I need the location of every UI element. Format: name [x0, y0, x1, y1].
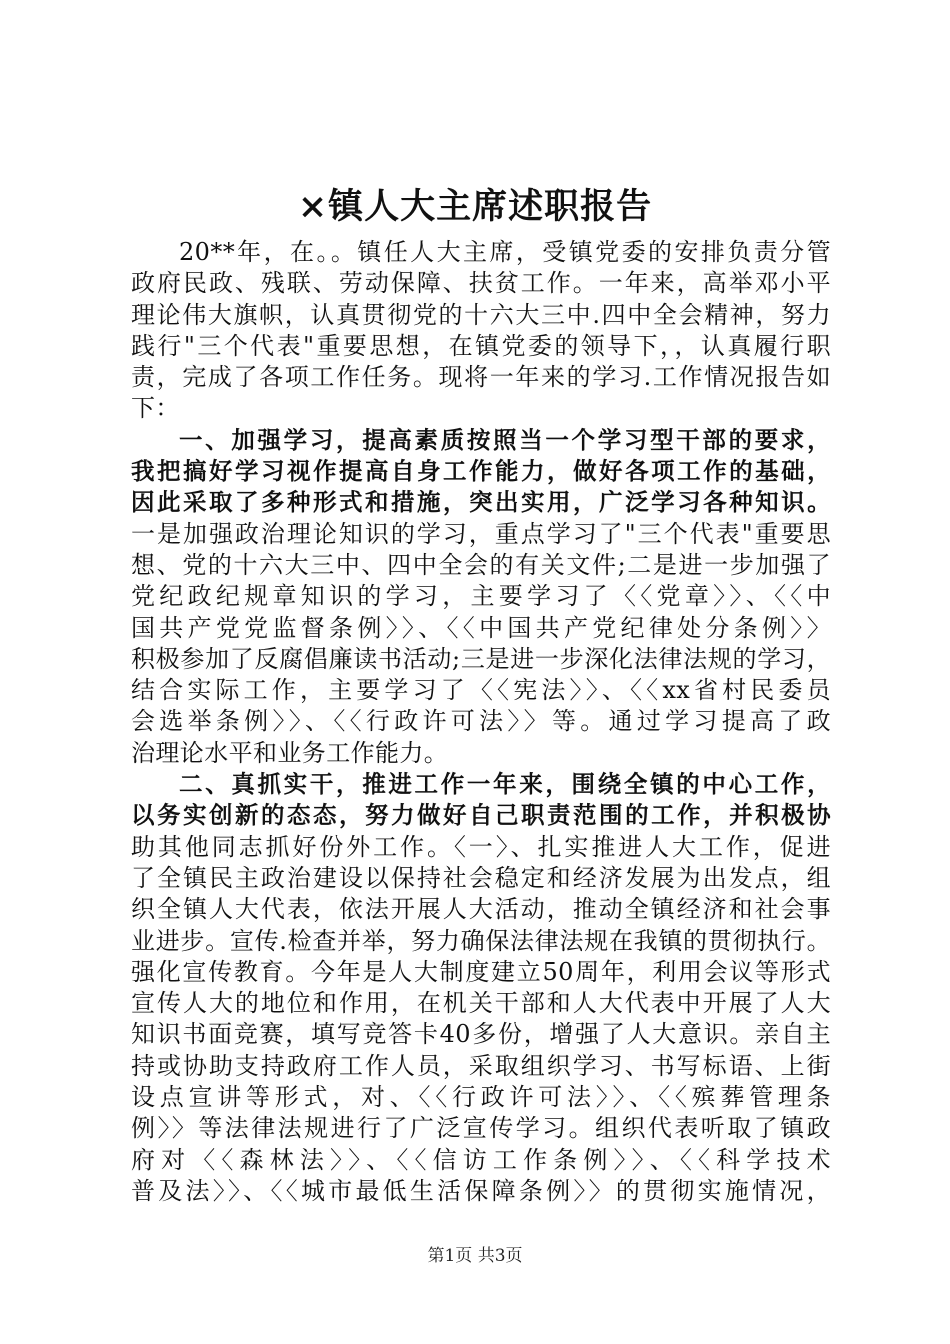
paragraph-line: 设点宣讲等形式，对、〈〈行政许可法〉〉、〈〈殡葬管理条 [131, 1083, 831, 1112]
page-number-footer: 第1页 共3页 [427, 1246, 523, 1266]
paragraph-line: 宣传人大的地位和作用，在机关干部和人大代表中开展了人大 [131, 989, 831, 1018]
paragraph-line: 党纪政纪规章知识的学习，主要学习了〈〈党章〉〉、〈〈中 [131, 582, 831, 611]
paragraph-line: 例〉〉等法律法规进行了广泛宣传学习。组织代表听取了镇政 [131, 1114, 831, 1143]
paragraph-line: 助其他同志抓好份外工作。〈一〉、扎实推进人大工作，促进 [131, 832, 831, 861]
document-body [131, 237, 831, 1207]
section-heading-line: 一、加强学习，提高素质按照当一个学习型干部的要求， [179, 425, 831, 454]
paragraph-line: 会选举条例〉〉、〈〈行政许可法〉〉等。通过学习提高了政 [131, 707, 831, 736]
paragraph-line: 了全镇民主政治建设以保持社会稳定和经济发展为出发点，组 [131, 863, 831, 892]
paragraph-line: 政府民政、残联、劳动保障、扶贫工作。一年来，高举邓小平 [131, 269, 831, 298]
paragraph-line: 下： [131, 394, 180, 423]
paragraph-line: 结合实际工作，主要学习了〈〈宪法〉〉、〈〈xx省村民委员 [131, 676, 831, 705]
paragraph-line: 20**年，在。。镇任人大主席，受镇党委的安排负责分管 [179, 238, 831, 266]
paragraph-line: 责，完成了各项工作任务。现将一年来的学习.工作情况报告如 [131, 363, 831, 392]
paragraph-line: 普及法〉〉、〈〈城市最低生活保障条例〉〉的贯彻实施情况， [131, 1176, 831, 1205]
paragraph-line: 府对〈〈森林法〉〉、〈〈信访工作条例〉〉、〈〈科学技术 [131, 1145, 831, 1174]
document-title: ×镇人大主席述职报告 [297, 186, 653, 227]
section-heading-line: 因此采取了多种形式和措施，突出实用，广泛学习各种知识。 [131, 488, 831, 517]
section-heading-line: 以务实创新的态态，努力做好自己职责范围的工作，并积极协 [131, 801, 831, 830]
paragraph-line: 一是加强政治理论知识的学习，重点学习了"三个代表"重要思 [131, 519, 831, 548]
paragraph-line: 想、党的十六大三中、四中全会的有关文件;二是进一步加强了 [131, 550, 831, 579]
paragraph-line: 业进步。宣传.检查并举，努力确保法律法规在我镇的贯彻执行。 [131, 926, 831, 955]
section-heading-line: 二、真抓实干，推进工作一年来，围绕全镇的中心工作， [179, 770, 831, 799]
paragraph-line: 持或协助支持政府工作人员，采取组织学习、书写标语、上街 [131, 1051, 831, 1080]
paragraph-line: 理论伟大旗帜，认真贯彻党的十六大三中.四中全会精神，努力 [131, 300, 831, 329]
paragraph-line: 织全镇人大代表，依法开展人大活动，推动全镇经济和社会事 [131, 895, 831, 924]
paragraph-line: 治理论水平和业务工作能力。 [131, 738, 449, 767]
section-heading-line: 我把搞好学习视作提高自身工作能力，做好各项工作的基础， [131, 457, 831, 486]
paragraph-line: 知识书面竞赛，填写竞答卡40多份，增强了人大意识。亲自主 [131, 1020, 831, 1049]
paragraph-line: 强化宣传教育。今年是人大制度建立50周年，利用会议等形式 [131, 957, 831, 986]
paragraph-line: 国共产党党监督条例〉〉、〈〈中国共产党纪律处分条例〉〉 [131, 613, 831, 642]
paragraph-line: 积极参加了反腐倡廉读书活动;三是进一步深化法律法规的学习， [131, 644, 831, 673]
paragraph-line: 践行"三个代表"重要思想，在镇党委的领导下，，认真履行职 [131, 331, 831, 360]
